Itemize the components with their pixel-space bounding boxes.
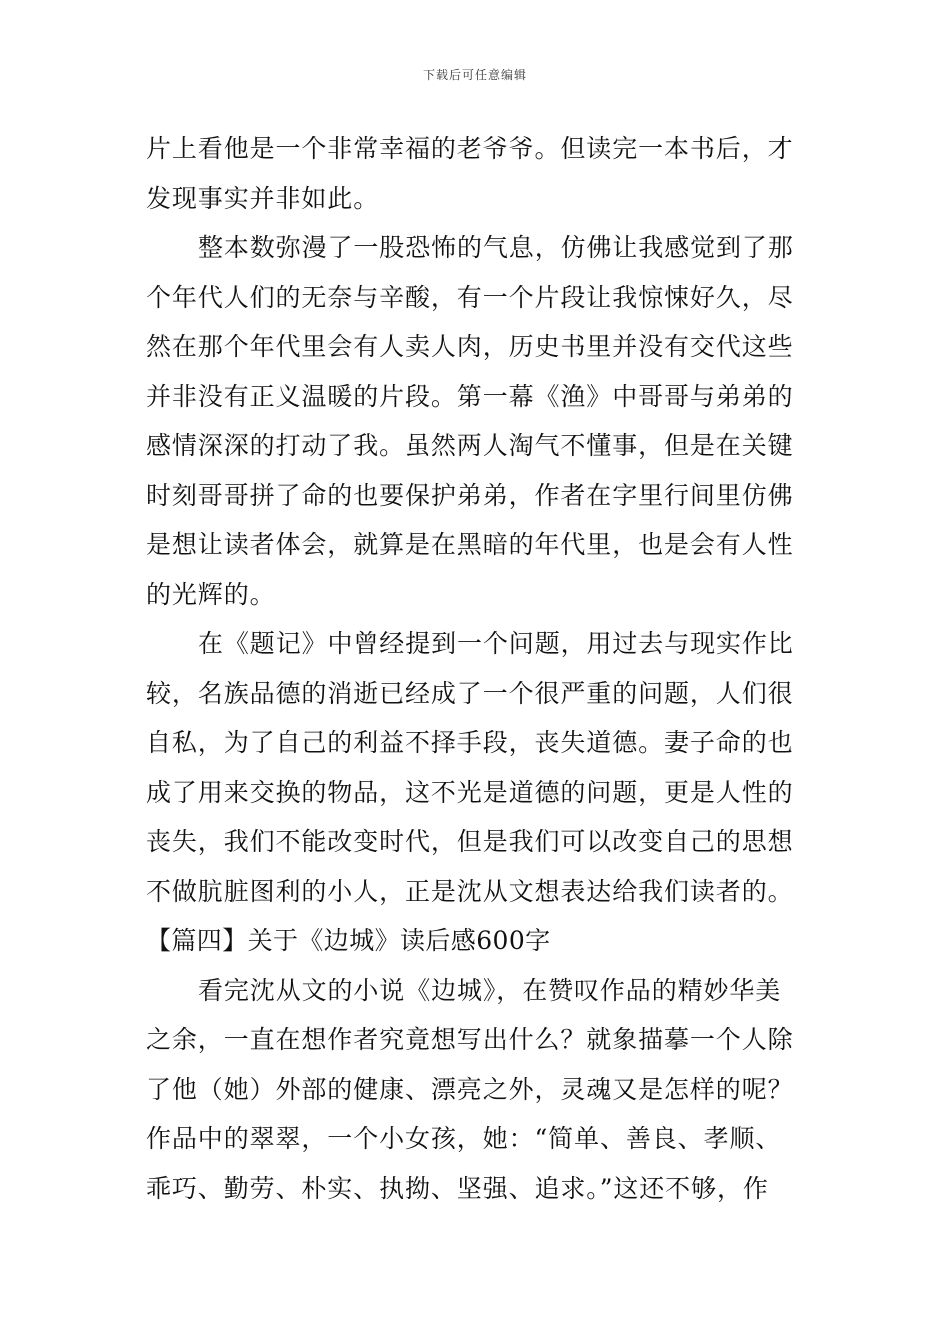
paragraph-start-line: 整本数弥漫了一股恐怖的气息，仿佛让我感觉到了那 xyxy=(198,233,794,262)
section-heading: 【篇四】关于《边城》读后感600字 xyxy=(146,926,551,955)
text-line: 的光辉的。 xyxy=(146,579,276,609)
text-line: 时刻哥哥拼了命的也要保护弟弟，作者在字里行间里仿佛 xyxy=(146,480,794,510)
text-line: 之余，一直在想作者究竟想写出什么？就象描摹一个人除 xyxy=(146,1025,794,1054)
text-line: 片上看他是一个非常幸福的老爷爷。但读完一本书后，才 xyxy=(146,134,794,163)
paragraph-start-line: 看完沈从文的小说《边城》，在赞叹作品的精妙华美 xyxy=(198,975,782,1005)
text-line: 个年代人们的无奈与辛酸，有一个片段让我惊悚好久，尽 xyxy=(146,282,794,312)
text-line: 并非没有正义温暖的片段。第一幕《渔》中哥哥与弟弟的 xyxy=(146,381,794,411)
text-line: 发现事实并非如此。 xyxy=(146,183,380,213)
text-line: 较，名族品德的消逝已经成了一个很严重的问题，人们很 xyxy=(146,678,794,708)
paragraph-start-line: 在《题记》中曾经提到一个问题，用过去与现实作比 xyxy=(198,629,794,658)
text-line: 乖巧、勤劳、朴实、执拗、坚强、追求。”这还不够，作 xyxy=(146,1173,769,1203)
text-line: 然在那个年代里会有人卖人肉，历史书里并没有交代这些 xyxy=(146,332,794,361)
text-line: 是想让读者体会，就算是在黑暗的年代里，也是会有人性 xyxy=(146,530,794,559)
text-line: 丧失，我们不能改变时代，但是我们可以改变自己的思想 xyxy=(146,827,794,856)
text-line: 自私，为了自己的利益不择手段，丧失道德。妻子命的也 xyxy=(146,728,794,757)
text-line: 了他（她）外部的健康、漂亮之外，灵魂又是怎样的呢？ xyxy=(146,1074,794,1104)
document-body xyxy=(146,124,808,1213)
text-line: 作品中的翠翠，一个小女孩，她：“简单、善良、孝顺、 xyxy=(146,1124,782,1153)
page-header: 下载后可任意编辑 xyxy=(422,68,527,82)
text-line: 不做肮脏图利的小人，正是沈从文想表达给我们读者的。 xyxy=(146,876,794,906)
text-line: 感情深深的打动了我。虽然两人淘气不懂事，但是在关键 xyxy=(146,431,794,460)
text-line: 成了用来交换的物品，这不光是道德的问题，更是人性的 xyxy=(146,777,794,807)
